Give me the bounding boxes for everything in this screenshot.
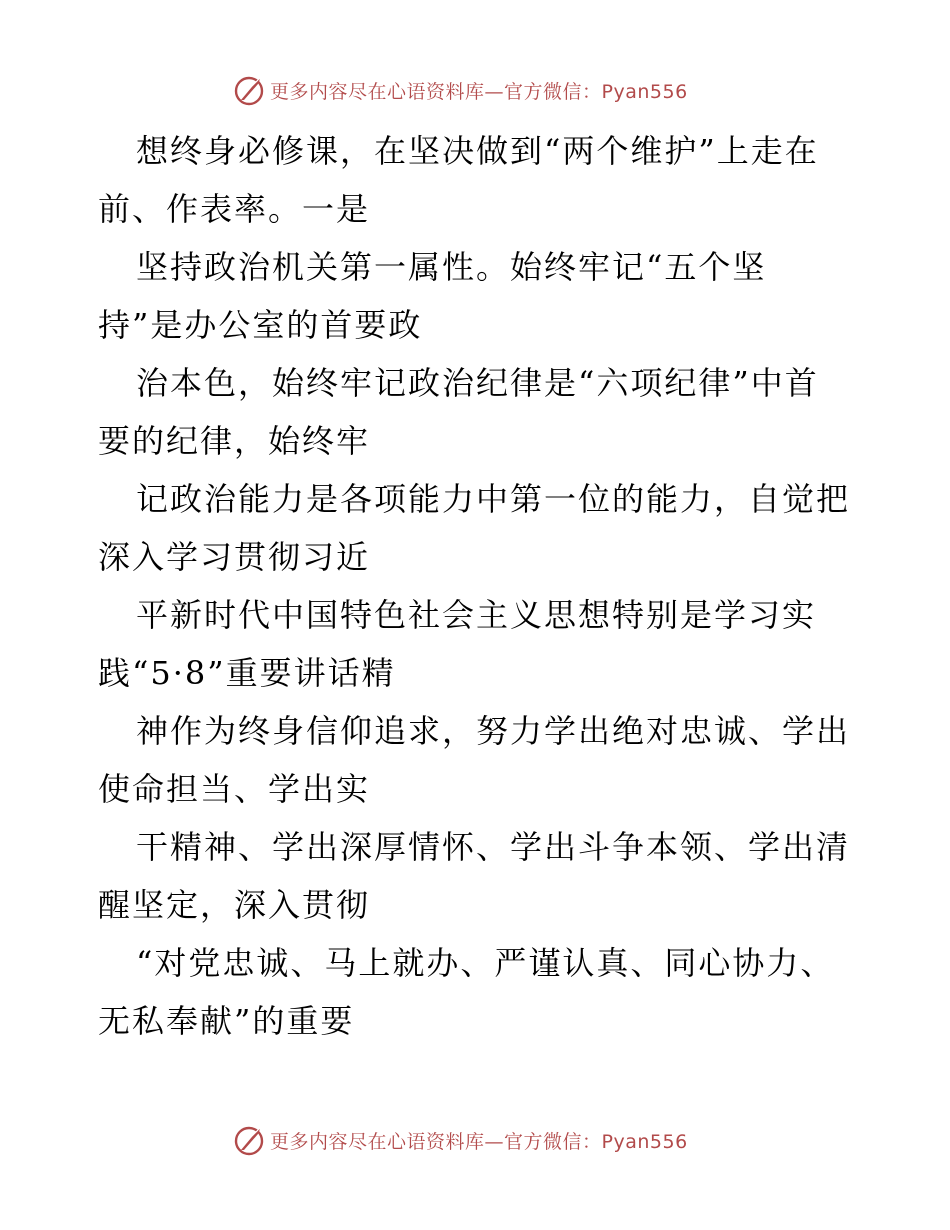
body-line: 记政治能力是各项能力中第一位的能力，自觉把 xyxy=(136,480,851,518)
body-line: 干精神、学出深厚情怀、学出斗争本领、学出清 xyxy=(136,828,851,866)
footer-separator: — xyxy=(484,1130,505,1153)
body-line: 深入学习贯彻习近 xyxy=(98,538,371,576)
footer-text xyxy=(270,1127,688,1154)
quill-pen-logo-icon xyxy=(232,73,266,107)
footer-main-text: 更多内容尽在心语资料库 xyxy=(270,1130,485,1153)
body-line: 神作为终身信仰追求，努力学出绝对忠诚、学出 xyxy=(136,712,851,750)
body-line: 前、作表率。一是 xyxy=(98,190,371,228)
body-line: 使命担当、学出实 xyxy=(98,770,371,808)
body-line: “对党忠诚、马上就办、严谨认真、同心协力、 xyxy=(136,944,835,982)
body-line: 无私奉献”的重要 xyxy=(98,1002,355,1040)
header-banner xyxy=(232,70,732,110)
body-line: 醒坚定，深入贯彻 xyxy=(98,886,371,924)
header-main-text: 更多内容尽在心语资料库 xyxy=(270,80,485,103)
quill-pen-logo-icon xyxy=(232,1123,266,1157)
header-separator: — xyxy=(484,80,505,103)
footer-banner xyxy=(232,1120,732,1160)
body-line: 要的纪律，始终牢 xyxy=(98,422,371,460)
header-text xyxy=(270,77,688,104)
body-line: 持”是办公室的首要政 xyxy=(98,306,423,344)
body-line: 平新时代中国特色社会主义思想特别是学习实 xyxy=(136,596,817,634)
document-body xyxy=(98,122,858,1050)
body-line: 治本色，始终牢记政治纪律是“六项纪律”中首 xyxy=(136,364,819,402)
body-line: 坚持政治机关第一属性。始终牢记“五个坚 xyxy=(136,248,767,286)
header-wechat-label: 官方微信： xyxy=(504,80,602,103)
footer-wechat-id: Pyan556 xyxy=(601,1130,688,1153)
header-wechat-id: Pyan556 xyxy=(601,80,688,103)
footer-wechat-label: 官方微信： xyxy=(504,1130,602,1153)
body-line: 践“5·8”重要讲话精 xyxy=(98,654,396,692)
body-line: 想终身必修课，在坚决做到“两个维护”上走在 xyxy=(136,132,819,170)
